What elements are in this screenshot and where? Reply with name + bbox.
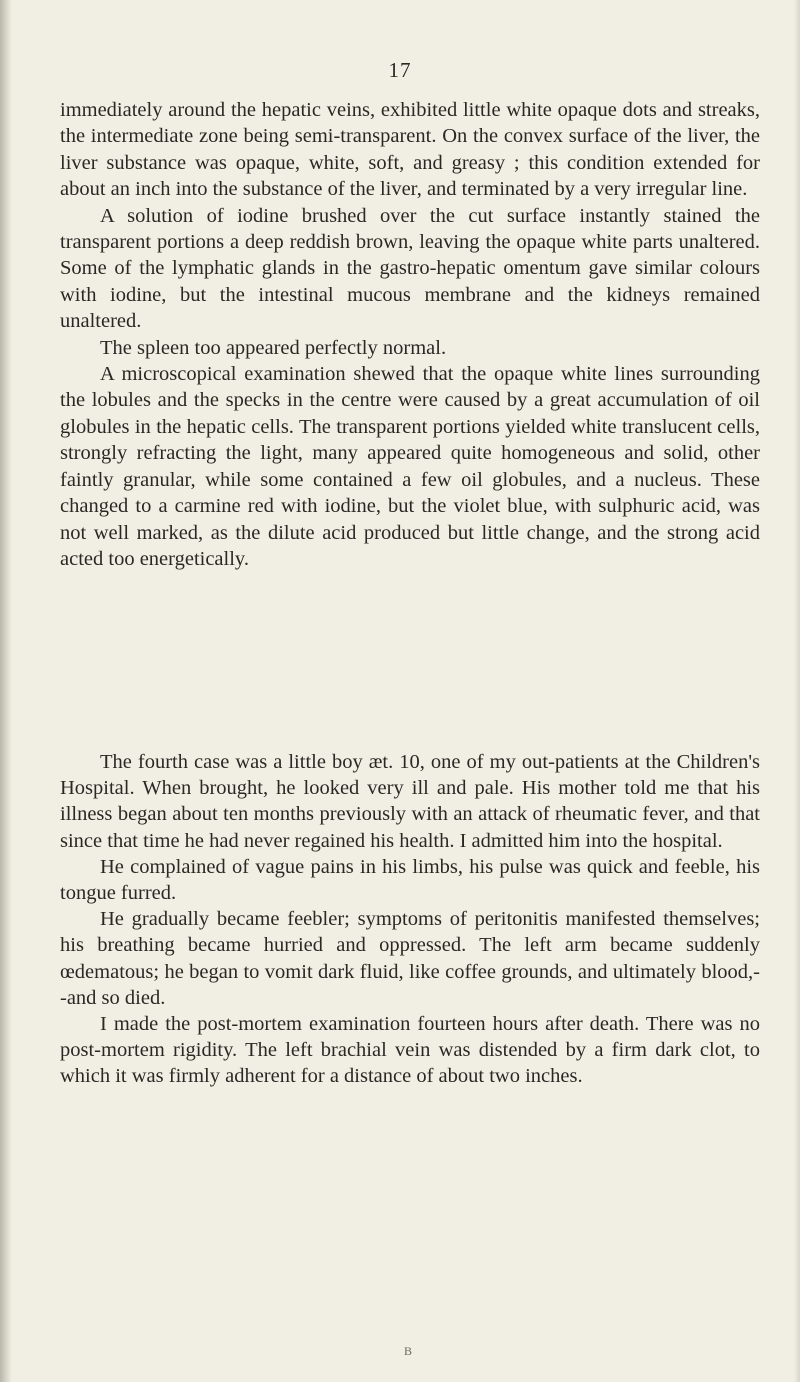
page-number: 17 bbox=[388, 58, 412, 82]
paragraph-fourth-case-intro: The fourth case was a little boy æt. 10, one of my out-patients at the Children's Hospital. When brought, he looked very ill and pale. His mother told me that his illness began about ten months previously with an attack of rheumatic fever, and that since that time he had never regained his health. I admitted him into the hospital. bbox=[60, 751, 760, 852]
fourth-case-section bbox=[60, 749, 760, 1090]
paragraph-symptoms: He complained of vague pains in his limbs, his pulse was quick and feeble, his tongue furred. bbox=[60, 855, 760, 905]
paragraph-progression: He gradually became feebler; symptoms of peritonitis manifested themselves; his breathing became hurried and oppressed. The left arm became suddenly œdematous; he began to vomit dark fluid, like coffee grounds, and ultimately blood,--and so died. bbox=[60, 908, 760, 1009]
paragraph-post-mortem: I made the post-mortem examination fourteen hours after death. There was no post-mortem rigidity. The left brachial vein was distended by a firm dark clot, to which it was firmly adherent for a distance of about two inches. bbox=[60, 1013, 760, 1088]
paragraph-microscopical-examination: A microscopical examination shewed that the opaque white lines surrounding the lobules and the specks in the centre were caused by a great accumulation of oil globules in the hepatic cells. The transparent portions yielded white translucent cells, strongly refracting the light, many appeared quite homogeneous and solid, other faintly granular, while some contained a few oil globules, and a nucleus. These changed to a carmine red with iodine, but the violet blue, with sulphuric acid, was not well marked, as the dilute acid produced but little change, and the strong acid acted too energetically. bbox=[60, 363, 760, 570]
page-edge-shadow bbox=[794, 0, 800, 1382]
signature-mark: B bbox=[404, 1344, 413, 1358]
paragraph-liver-description: immediately around the hepatic veins, exhibited little white opaque dots and streaks, the intermediate zone being semi-transparent. On the convex surface of the liver, the liver substance was opaque, white, soft, and greasy ; this condition extended for about an inch into the substance of the liver, and terminated by a very irregular line. bbox=[60, 99, 760, 201]
paragraph-spleen: The spleen too appeared perfectly normal. bbox=[100, 336, 447, 359]
page-binding-shadow bbox=[0, 0, 12, 1382]
liver-examination-section bbox=[60, 97, 760, 572]
paragraph-iodine-test: A solution of iodine brushed over the cut surface instantly stained the transparent portions a deep reddish brown, leaving the opaque white parts unaltered. Some of the lymphatic glands in the gastro-hepatic omentum gave similar colours with iodine, but the intestinal mucous membrane and the kidneys remained unaltered. bbox=[60, 204, 760, 333]
